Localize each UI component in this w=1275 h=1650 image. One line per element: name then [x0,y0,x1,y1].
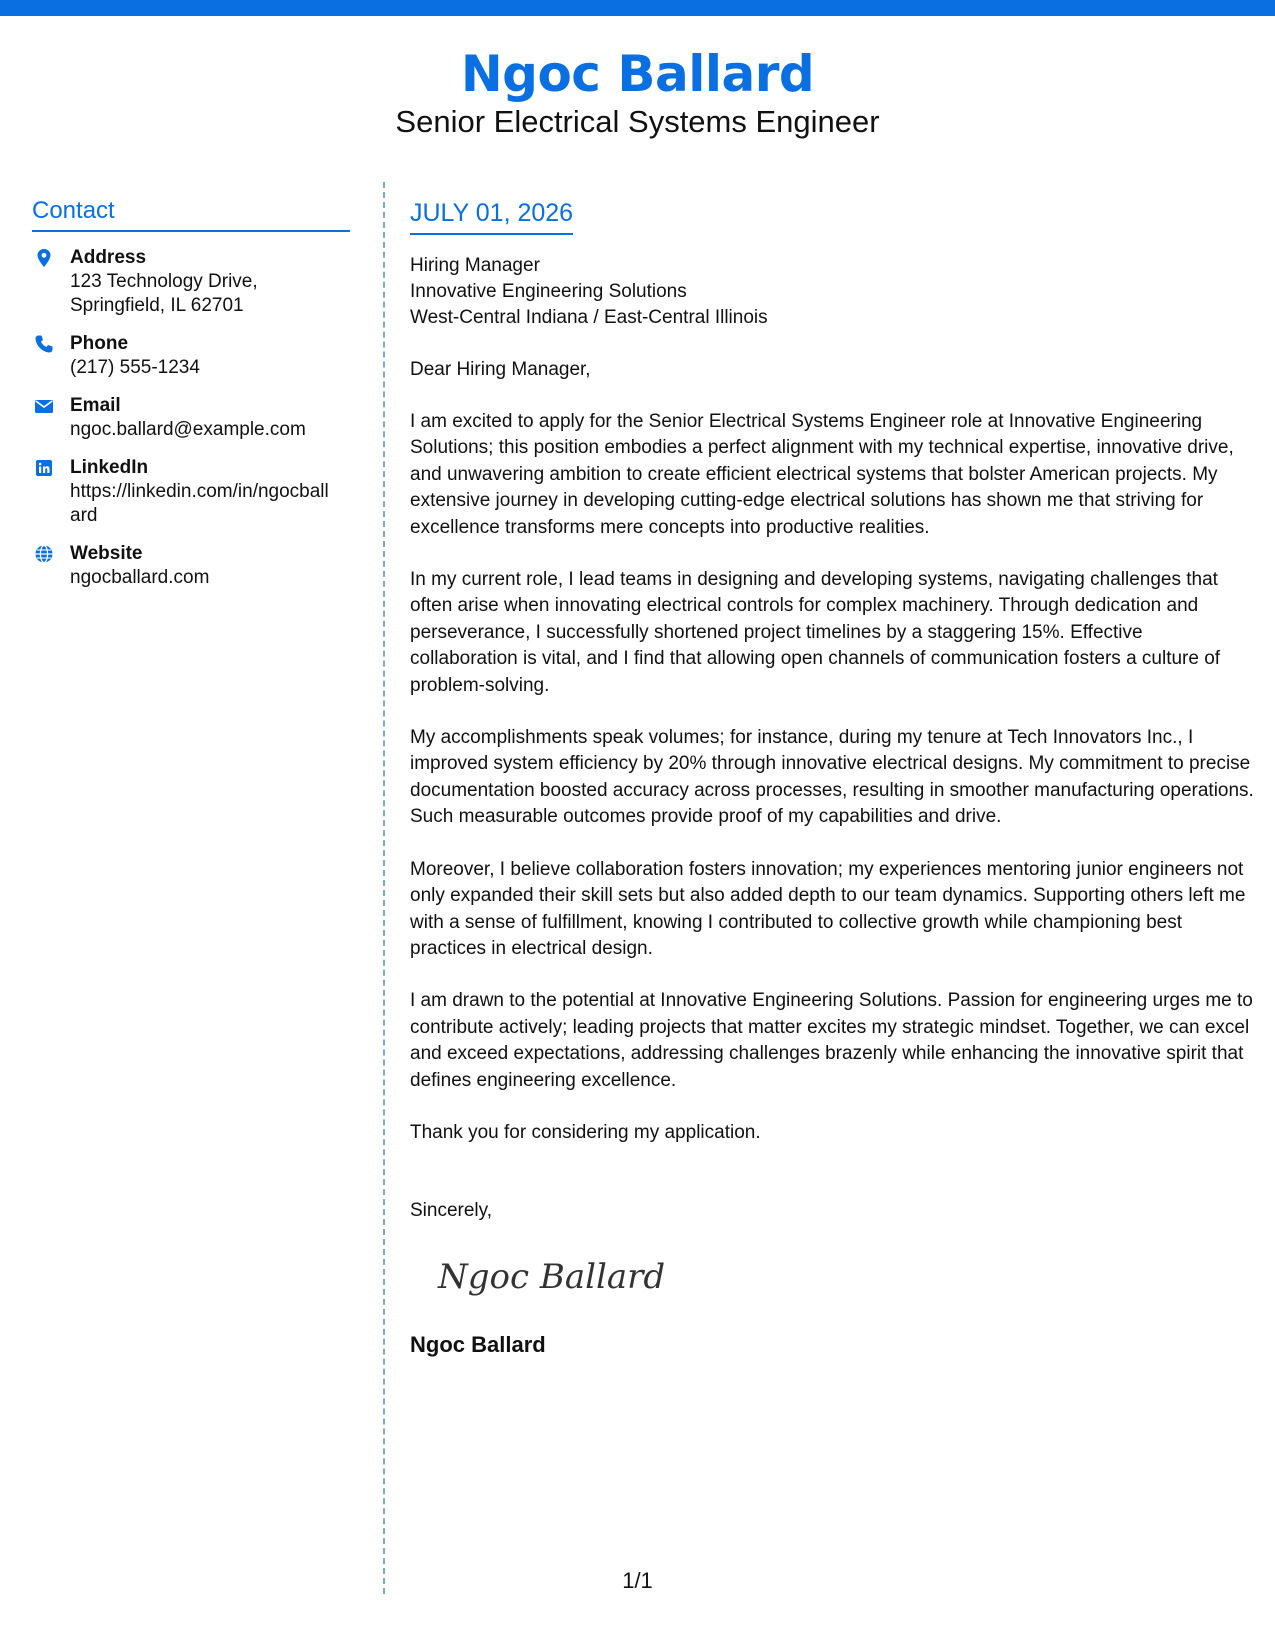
top-accent-bar [0,0,1275,16]
body-paragraph: Thank you for considering my application. [410,1121,761,1143]
recipient-block [410,253,1255,331]
recipient-location: West-Central Indiana / East-Central Illinois [410,307,768,328]
applicant-role: Senior Electrical Systems Engineer [395,104,880,139]
phone-value: (217) 555-1234 [70,357,200,378]
linkedin-icon [34,458,54,478]
globe-icon [34,544,54,564]
contact-label: Phone [70,333,129,354]
letter-header [0,44,1275,140]
contact-item-phone [32,332,352,380]
handwritten-signature [434,1248,674,1308]
contact-item-linkedin [32,456,352,528]
contact-title: Contact [32,196,350,232]
envelope-icon [34,396,54,416]
website-value[interactable]: ngocballard.com [70,567,210,588]
column-divider [383,182,385,1594]
signer-name: Ngoc Ballard [410,1332,546,1358]
email-value[interactable]: ngoc.ballard@example.com [70,419,306,440]
body-paragraph: I am drawn to the potential at Innovative Engineering Solutions. Passion for engineering urges me to contribute actively; leading projects that matter excites my strategic mindset. Together, we can excel and exceed expectations, addressing challenges brazenly while enhancing the innovative spirit that defines engineering excellence. [410,990,1253,1091]
contact-sidebar [32,196,352,590]
contact-item-address [32,246,352,318]
body-paragraph: Moreover, I believe collaboration fosters innovation; my experiences mentoring junior engineers not only expanded their skill sets but also added depth to our team dynamics. Supporting others left me with a sense of fulfillment, knowing I contributed to collective growth while championing best practices in electrical design. [410,858,1246,959]
body-paragraph: My accomplishments speak volumes; for instance, during my tenure at Tech Innovators Inc., I improved system efficiency by 20% through innovative electrical designs. My commitment to precise documentation boosted accuracy across processes, resulting in smoother manufacturing operations. Such measurable outcomes provide proof of my capabilities and drive. [410,727,1254,828]
map-pin-icon [34,248,54,268]
body-paragraph: In my current role, I lead teams in designing and developing systems, navigating challenges that often arise when innovating electrical controls for complex machinery. Through dedication and perseverance, I successfully shortened project timelines by a staggering 15%. Effective collaboration is vital, and I find that allowing open channels of communication fosters a culture of problem-solving. [410,569,1221,696]
contact-label: Website [70,543,143,564]
contact-label: Address [70,247,147,268]
contact-item-website [32,542,352,590]
page-number: 1/1 [622,1568,653,1593]
closing: Sincerely, [410,1200,493,1222]
letter-date: JULY 01, 2026 [410,196,573,235]
recipient-company: Innovative Engineering Solutions [410,281,687,302]
phone-icon [34,334,54,354]
salutation: Dear Hiring Manager, [410,359,591,380]
signature-text: Ngoc Ballard [438,1257,666,1298]
contact-item-email [32,394,352,442]
linkedin-value[interactable]: https://linkedin.com/in/ngocballard [70,481,329,526]
letter-body [410,196,1255,1359]
contact-label: Email [70,395,121,416]
address-value: 123 Technology Drive, Springfield, IL 62701 [70,271,258,316]
contact-label: LinkedIn [70,457,149,478]
recipient-title: Hiring Manager [410,255,540,276]
applicant-name: Ngoc Ballard [460,45,815,103]
body-paragraph: I am excited to apply for the Senior Electrical Systems Engineer role at Innovative Engineering Solutions; this position embodies a perfect alignment with my technical expertise, innovative drive, and unwavering ambition to create efficient electrical systems that bolster American projects. My extensive journey in developing cutting-edge electrical solutions has shown me that striving for excellence transforms mere concepts into productive realities. [410,411,1234,538]
